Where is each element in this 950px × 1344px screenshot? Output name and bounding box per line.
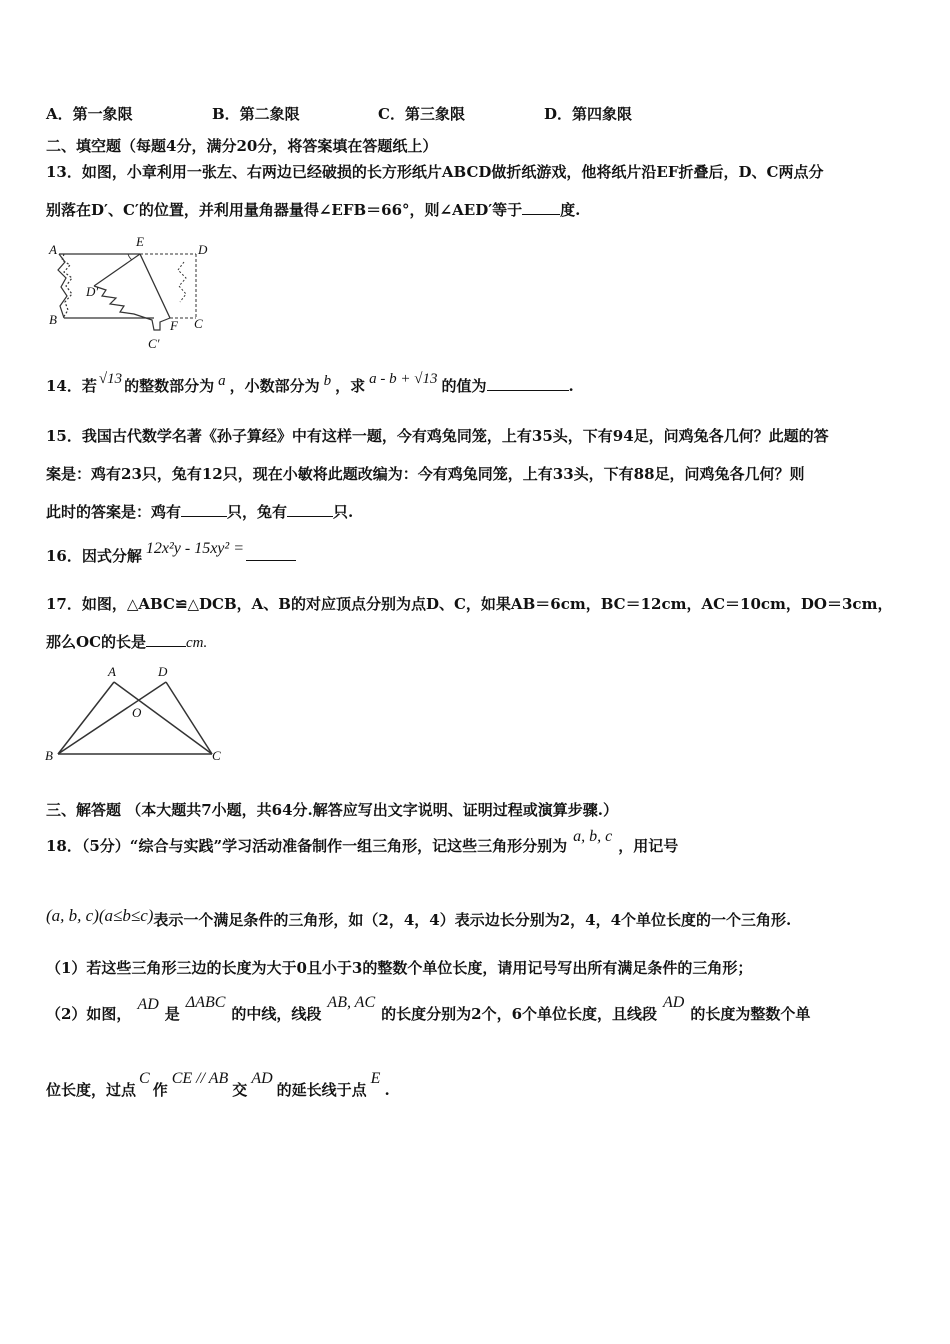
- label-a: A: [49, 242, 57, 257]
- q15-text-b: 只，兔有: [227, 503, 288, 521]
- label-c: C: [212, 748, 221, 763]
- q15-line2: 案是：鸡有23只，兔有12只，现在小敏将此题改编为：今有鸡兔同笼，上有33头，下有88足，问鸡兔各几何？则: [46, 465, 805, 483]
- q13-unit: 度.: [560, 201, 581, 219]
- q17-line1: 17．如图，△ABC≌△DCB，A、B的对应顶点分别为点D、C，如果AB＝6cm，BC＝12cm，AC＝10cm，DO＝3cm，: [46, 595, 893, 613]
- label-e: E: [136, 234, 144, 249]
- q14-line: [46, 371, 574, 397]
- q18-sub2-e: 的长度为整数个单: [690, 1005, 811, 1023]
- label-b: B: [49, 312, 57, 327]
- section2-title: 二、填空题（每题4分，满分20分，将答案填在答题纸上）: [46, 137, 438, 155]
- q15-text-c: 只.: [333, 503, 354, 521]
- q15-text-a: 此时的答案是：鸡有: [46, 503, 182, 521]
- q14-text2: ，小数部分为: [229, 377, 320, 395]
- section3-title: 三、解答题 （本大题共7小题，共64分.解答应写出文字说明、证明过程或演算步骤.）: [46, 801, 618, 819]
- q18-triangle: ΔABC: [185, 994, 226, 1011]
- q18-last-e: .: [384, 1081, 390, 1099]
- label-d-prime: D′: [86, 284, 99, 299]
- q17-unit: cm.: [186, 635, 208, 651]
- answer-blank: [287, 502, 333, 517]
- q18-last-d: 的延长线于点: [276, 1081, 367, 1099]
- q13-line2: [46, 200, 580, 220]
- option-a: A．第一象限: [46, 105, 133, 123]
- answer-blank: [522, 200, 560, 215]
- q14-sqrt13: √13: [98, 371, 123, 387]
- q14-var-a: a: [218, 373, 226, 389]
- q14-text1: 的整数部分为: [124, 377, 215, 395]
- option-d: D．第四象限: [544, 105, 633, 123]
- q18-line1: [46, 828, 679, 857]
- label-b: B: [45, 748, 53, 763]
- q14-text3: ，求: [335, 377, 366, 395]
- q18-last: [46, 1070, 390, 1101]
- q18-last-b: 作: [152, 1081, 168, 1099]
- option-b: B．第二象限: [212, 105, 300, 123]
- q14-expr: a - b + √13: [369, 371, 438, 387]
- answer-blank: [246, 546, 296, 561]
- q18-sub1: （1）若这些三角形三边的长度为大于0且小于3的整数个单位长度，请用记号写出所有满足条件的三角形；: [46, 959, 753, 977]
- q15-line3: [46, 502, 353, 522]
- label-c-prime: C′: [148, 336, 160, 351]
- q17-figure: [40, 660, 240, 770]
- q18-sub2-d: 的长度分别为2个，6个单位长度，且线段: [381, 1005, 658, 1023]
- q18-last-a: 位长度，过点: [46, 1081, 137, 1099]
- q18-c: C: [139, 1070, 150, 1087]
- q14-end: .: [568, 377, 574, 395]
- q18-sub2-c: 的中线，线段: [231, 1005, 322, 1023]
- q18-line2: [46, 906, 792, 930]
- label-f: F: [170, 318, 178, 333]
- label-d: D: [198, 242, 208, 257]
- q18-ab-ac: AB, AC: [327, 994, 376, 1011]
- label-o: O: [132, 705, 142, 720]
- q18-text2: ，用记号: [618, 837, 679, 855]
- q17-line2: [46, 632, 207, 653]
- q18-sub2-a: （2）如图，: [46, 1005, 132, 1023]
- answer-blank: [487, 376, 569, 391]
- q18-sub2-b: 是: [164, 1005, 180, 1023]
- label-a: A: [108, 664, 116, 679]
- q17-text: 那么OC的长是: [46, 633, 147, 651]
- answer-blank: [146, 632, 186, 647]
- q18-vars: a, b, c: [573, 828, 613, 845]
- q18-ce-ab: CE // AB: [171, 1070, 229, 1087]
- q18-ad2: AD: [663, 994, 685, 1011]
- q15-line1: 15．我国古代数学名著《孙子算经》中有这样一题，今有鸡兔同笼，上有35头，下有94足，问鸡兔各几何？此题的答: [46, 427, 829, 445]
- q14-var-b: b: [323, 373, 332, 389]
- q16-prefix: 16．因式分解: [46, 547, 142, 565]
- q18-e: E: [370, 1070, 381, 1087]
- q13-figure: [44, 232, 224, 354]
- q18-sub2: [46, 994, 811, 1025]
- option-c: C．第三象限: [378, 105, 465, 123]
- q18-notation: (a, b, c)(a≤b≤c): [46, 906, 154, 925]
- q14-prefix: 14．若: [46, 377, 97, 395]
- q16-expr: 12x²y - 15xy² =: [145, 540, 244, 557]
- q18-text1: 18．（5分）“综合与实践”学习活动准备制作一组三角形，记这些三角形分别为: [46, 837, 568, 855]
- q18-text3: 表示一个满足条件的三角形，如（2，4，4）表示边长分别为2，4，4个单位长度的一个三角形.: [153, 911, 792, 929]
- q18-ad: AD: [137, 996, 159, 1013]
- q18-ad3: AD: [251, 1070, 273, 1087]
- label-c: C: [194, 316, 203, 331]
- answer-blank: [181, 502, 227, 517]
- q16-line: [46, 540, 296, 567]
- label-d: D: [158, 664, 168, 679]
- q14-text4: 的值为: [441, 377, 487, 395]
- q13-text: 别落在D′、C′的位置，并利用量角器量得∠EFB＝66°，则∠AED′等于: [46, 201, 523, 219]
- q13-line1: 13．如图，小章利用一张左、右两边已经破损的长方形纸片ABCD做折纸游戏，他将纸片沿EF折叠后，D、C两点分: [46, 163, 824, 181]
- q18-last-c: 交: [232, 1081, 248, 1099]
